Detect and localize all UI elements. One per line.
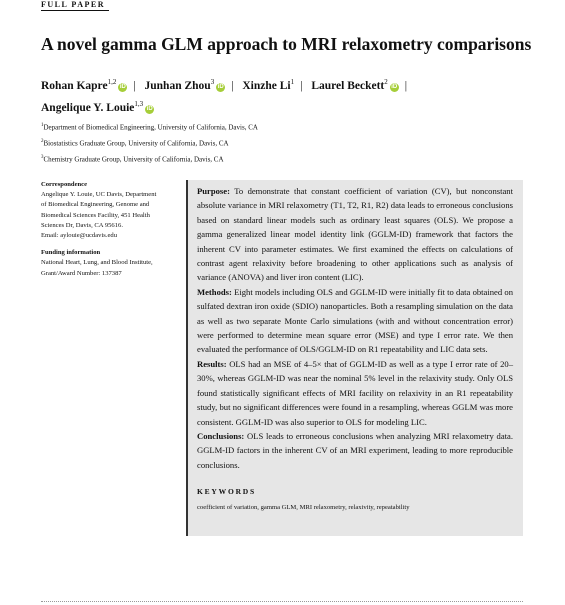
affiliation: $^2$Biostatistics Graduate Group, University of California, Davis, CA <box>41 138 229 148</box>
correspondence-line: Sciences Dr, Davis, CA 95616. <box>41 221 123 229</box>
affiliation: $^1$Department of Biomedical Engineering, University of California, Davis, CA <box>41 123 258 132</box>
paper-title: A novel gamma GLM approach to MRI relaxometry comparisons <box>41 34 532 54</box>
author-name[interactable]: Rohan Kapre$^{1,2}$iD <box>41 78 126 92</box>
affiliation: $^3$Chemistry Graduate Group, University of California, Davis, CA <box>41 154 224 163</box>
orcid-icon[interactable]: iD <box>391 83 398 90</box>
header-rule <box>41 10 109 11</box>
correspondence-email[interactable]: Email: aylouie@ucdavis.edu <box>41 232 118 240</box>
footer-rule <box>41 601 523 602</box>
abstract-results: Results: OLS had an MSE of 4–5× that of GGLM-ID as well as a type I error rate of 20–30%, whereas GGLM-ID was near the nominal 5% level in the relaxivity study. Only OLS found statistically significant effects of MRI facility on relaxivity in an R1 repeatability study, but no significant differences were found in a resampling, whereas GGLM was more consistent. GGLM-ID was also superior to OLS for modeling LIC. <box>197 358 513 427</box>
affiliations <box>41 119 461 166</box>
orcid-icon[interactable]: iD <box>146 105 153 112</box>
keywords-list: coefficient of variation, gamma GLM, MRI relaxometry, relaxivity, repeatability <box>197 503 410 511</box>
author-name[interactable]: Angelique Y. Louie$^{1,3}$iD <box>41 99 153 114</box>
author-name[interactable]: Laurel Beckett$^2$iD <box>311 78 398 92</box>
author-separator: | <box>231 79 234 92</box>
side-notes <box>41 180 181 286</box>
funding-line: Grant/Award Number: 137387 <box>41 269 122 277</box>
funding-block <box>41 248 181 279</box>
author-list <box>41 73 541 117</box>
keywords-heading: KEYWORDS <box>197 487 256 497</box>
correspondence-line: Biomedical Sciences Facility, 451 Health <box>41 211 150 219</box>
correspondence-line: of Biomedical Engineering, Genome and <box>41 201 150 209</box>
abstract-methods: Methods: Eight models including OLS and GGLM-ID were initially fit to data obtained on sulfated dextran iron oxide (SDIO) nanoparticles. Both a resampling simulation on the data as well as two separate Monte Carlo simulations (with and without concentration error) were performed to determine mean square error (MSE) and type I error rate. We then evaluated the performance of OLS/GGLM-ID on R1 repeatability and LIC data sets. <box>197 286 514 355</box>
abstract-purpose: Purpose: To demonstrate that constant coefficient of variation (CV), but nonconstant absolute variance in MRI relaxometry (T1, T2, R1, R2) data leads to erroneous conclusions based on standard linear models such as ordinary least squares (OLS). We propose a gamma generalized linear model identity link (GGLM-ID) framework that factors the inherent CV into parameter estimates. We first examined the effects on calculations of contrast agent relaxivity before broadening to other applications such as analysis of variance (ANOVA) and liver iron content (LIC). <box>197 186 513 283</box>
correspondence-block <box>41 180 181 241</box>
author-separator: | <box>404 79 408 92</box>
orcid-icon[interactable]: iD <box>217 83 224 90</box>
funding-heading: Funding information <box>41 249 101 257</box>
correspondence-heading: Correspondence <box>41 181 88 188</box>
author-separator: | <box>300 79 303 92</box>
author-separator: | <box>133 79 136 92</box>
correspondence-line: Angelique Y. Louie, UC Davis, Department <box>41 191 157 199</box>
funding-line: National Heart, Lung, and Blood Institute, <box>41 259 153 267</box>
abstract-box <box>186 180 523 536</box>
author-name[interactable]: Junhan Zhou$^3$iD <box>144 78 224 92</box>
abstract-conclusions: Conclusions: OLS leads to erroneous conclusions when analyzing MRI relaxometry data. GGLM-ID factors in the inherent CV of an MRI experiment, leading to more reproducible conclusions. <box>197 430 513 470</box>
orcid-icon[interactable]: iD <box>119 83 126 90</box>
author-name[interactable]: Xinzhe Li$^1$ <box>242 78 295 92</box>
article-type-label: FULL PAPER <box>41 0 105 9</box>
